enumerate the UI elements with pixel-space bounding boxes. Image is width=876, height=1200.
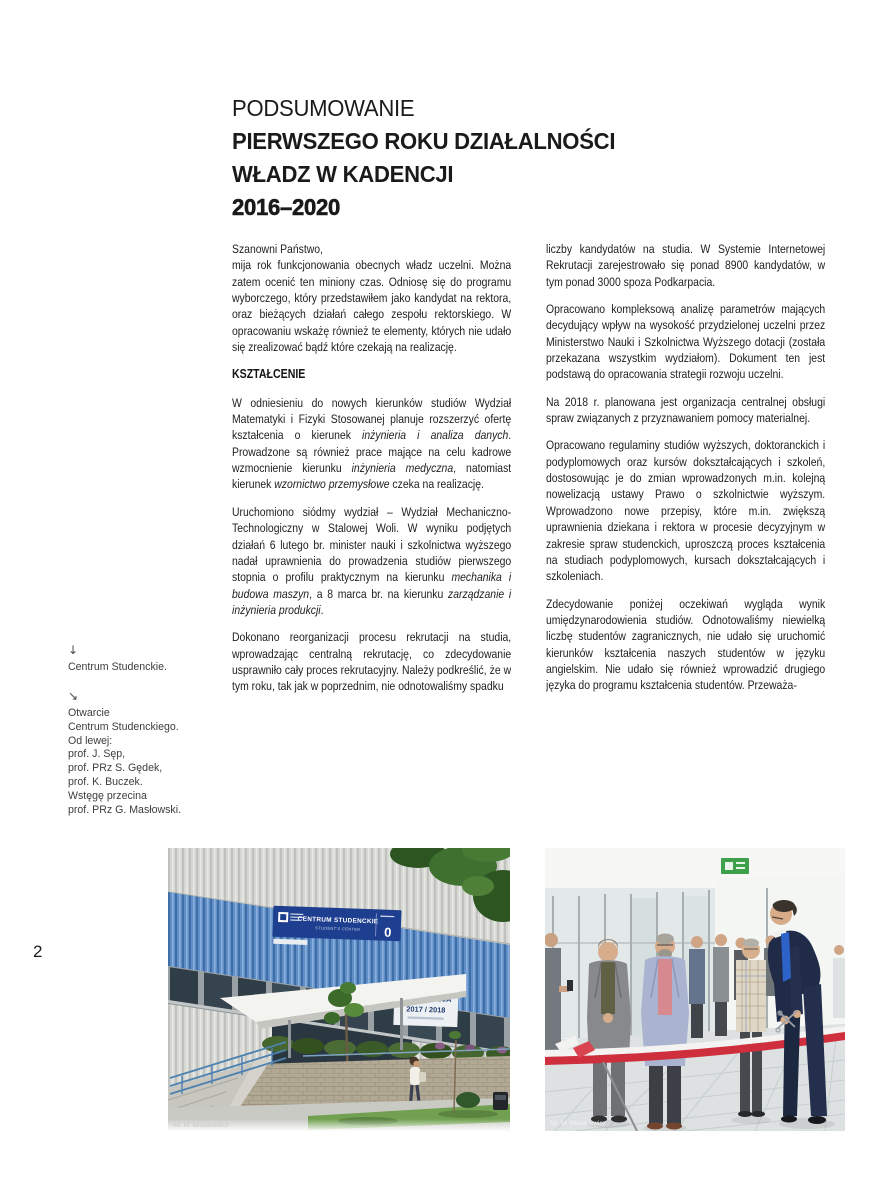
- paragraph-new-programs: W odniesieniu do nowych kierunków studiów Wydział Matematyki i Fizyki Stosowanej planuje rozszerzyć ofertę kształcenia o kierunek inżynieria i analiza danych. Prowadzone są również prace mające na celu kadrowe wzmocnienie kierunku inżynieria medyczna, natomiast kierunek wzornictwo przemysłowe czeka na realizację.: [232, 395, 512, 492]
- photo-centrum-studenckie: [168, 848, 510, 1131]
- caption-line: Od lewej:: [68, 734, 113, 747]
- paragraph-new-faculty: Uruchomiono siódmy wydział – Wydział Mechaniczno-Technologiczny w Stalowej Woli. W wyniku podjętych działań 6 lutego br. minister nauki i szkolnictwa wyższego nadał uprawnienia do prowadzenia studiów pierwszego stopnia o profilu praktycznym na kierunku mechanika i budowa maszyn, a 8 marca br. na kierunku zarządzanie i inżynieria produkcji.: [232, 504, 512, 617]
- course-name: inżynieria i analiza danych: [362, 428, 509, 443]
- course-name: zarządzanie i inżynieria produkcji: [232, 586, 512, 617]
- caption-text: Centrum Studenckie.: [68, 660, 167, 673]
- course-name: mechanika i budowa maszyn: [232, 570, 512, 601]
- course-name: inżynieria medyczna: [351, 461, 454, 476]
- title-line-1: PODSUMOWANIE: [232, 95, 415, 121]
- paragraph-candidates: liczby kandydatów na studia. W Systemie Internetowej Rekrutacji zarejestrowało się ponad 8900 kandydatów, w tym ponad 3000 spoza Podkarpacia.: [546, 242, 826, 289]
- paragraph-recruitment: Dokonano reorganizacji procesu rekrutacji na studia, wprowadzając centralną rekrutację, co zdecydowanie usprawniło cały proces rekrutacyjny. Należy podkreślić, że w tym roku, tak jak w poprzednim, nie odnotowaliśmy spadku: [232, 630, 512, 694]
- title-line-3: WŁADZ W KADENCJI: [232, 161, 454, 187]
- course-name: wzornictwo przemysłowe: [274, 477, 390, 492]
- title-line-4: 2016–2020: [232, 194, 341, 220]
- photo-caption-1: [68, 644, 198, 675]
- caption-line: Centrum Studenckiego.: [68, 720, 179, 733]
- caption-line: prof. PRz G. Masłowski.: [68, 804, 182, 817]
- page-number: 2: [33, 942, 43, 961]
- article-title: [232, 92, 615, 224]
- banner-line-2: 2017 / 2018: [406, 1004, 446, 1015]
- salutation: Szanowni Państwo,: [232, 242, 323, 256]
- caption-line: Otwarcie: [68, 706, 110, 719]
- paragraph-internationalization: Zdecydowanie poniżej oczekiwań wygląda wynik umiędzynarodowienia studiów. Odnotowaliśmy niewielką liczbę studentów zagranicznych, nie udało się uruchomić kierunków kształcenia naszych studentów w języku angielskim. Nie udało się również wprowadzić drugiego języka do programu kształcenia studentów. Przeważa-: [546, 596, 826, 693]
- caption-line: prof. K. Buczek.: [68, 776, 143, 789]
- caption-line: prof. PRz S. Gędek,: [68, 762, 163, 775]
- margin-captions: [68, 644, 198, 818]
- paragraph-regulations: Opracowano regulaminy studiów wyższych, doktoranckich i podyplomowych oraz kursów dokształcających i szkoleń, dostosowując je do zmian wprowadzonych m.in. kolejną nowelizacją ustawy Prawo o szkolnictwie wyższym. Wprowadzono nowe przepisy, które m.in. zwiększą uprawnienia dziekana i rektora w procesie decyzyjnym w zakresie spraw studenckich, uproszczą proces kształcenia na studiach podyplomowych, kursach dokształcających i szkoleniach.: [546, 438, 826, 584]
- caption-line: prof. J. Sęp,: [68, 748, 126, 761]
- photo-caption-2: [68, 690, 198, 818]
- sign-subtitle: STUDENT'S CENTER: [315, 925, 361, 932]
- paragraph-analysis: Opracowano kompleksową analizę parametrów mających decydujący wpływ na wysokość przydzielonej uczelni przez Ministerstwo Nauki i Szkolnictwa Wyższego dotacji (została przekazana wszystkim wydziałom). Dokument ten jest podstawą do opracowania strategii rozwoju uczelni.: [546, 302, 826, 382]
- photo-credit: fot. M. Misiakiewicz: [550, 1120, 606, 1127]
- photo-credit: fot. M. Misiakiewicz: [173, 1122, 229, 1129]
- section-heading-ksztalcenie: KSZTAŁCENIE: [232, 367, 306, 382]
- down-arrow-icon: ↓: [68, 643, 79, 657]
- down-right-arrow-icon: ↘: [68, 688, 79, 703]
- photo-ribbon-cutting: [545, 848, 845, 1131]
- paragraph-2018-plan: Na 2018 r. planowana jest organizacja centralnej obsługi spraw związanych z przyznawaniem pomocy materialnej.: [546, 394, 826, 426]
- paragraph-intro: Szanowni Państwo, mija rok funkcjonowania obecnych władz uczelni. Można zatem ocenić ten miniony czas. Odniosę się do programu wyborczego, który przedstawiłem jako kandydat na rektora, oraz bieżących działań całego zespołu rektorskiego. W opracowaniu wskażę również te elementy, których nie udało się zrealizować bądź które czekają na realizację.: [232, 242, 512, 355]
- exit-sign: [721, 858, 749, 874]
- sign-title: CENTRUM STUDENCKIE: [297, 915, 379, 926]
- title-line-2: PIERWSZEGO ROKU DZIAŁALNOŚCI: [232, 128, 616, 154]
- sign-number: 0: [383, 924, 392, 940]
- text-column-right: [546, 241, 825, 845]
- text-column-left: [232, 241, 511, 845]
- caption-line: Wstęgę przecina: [68, 790, 147, 803]
